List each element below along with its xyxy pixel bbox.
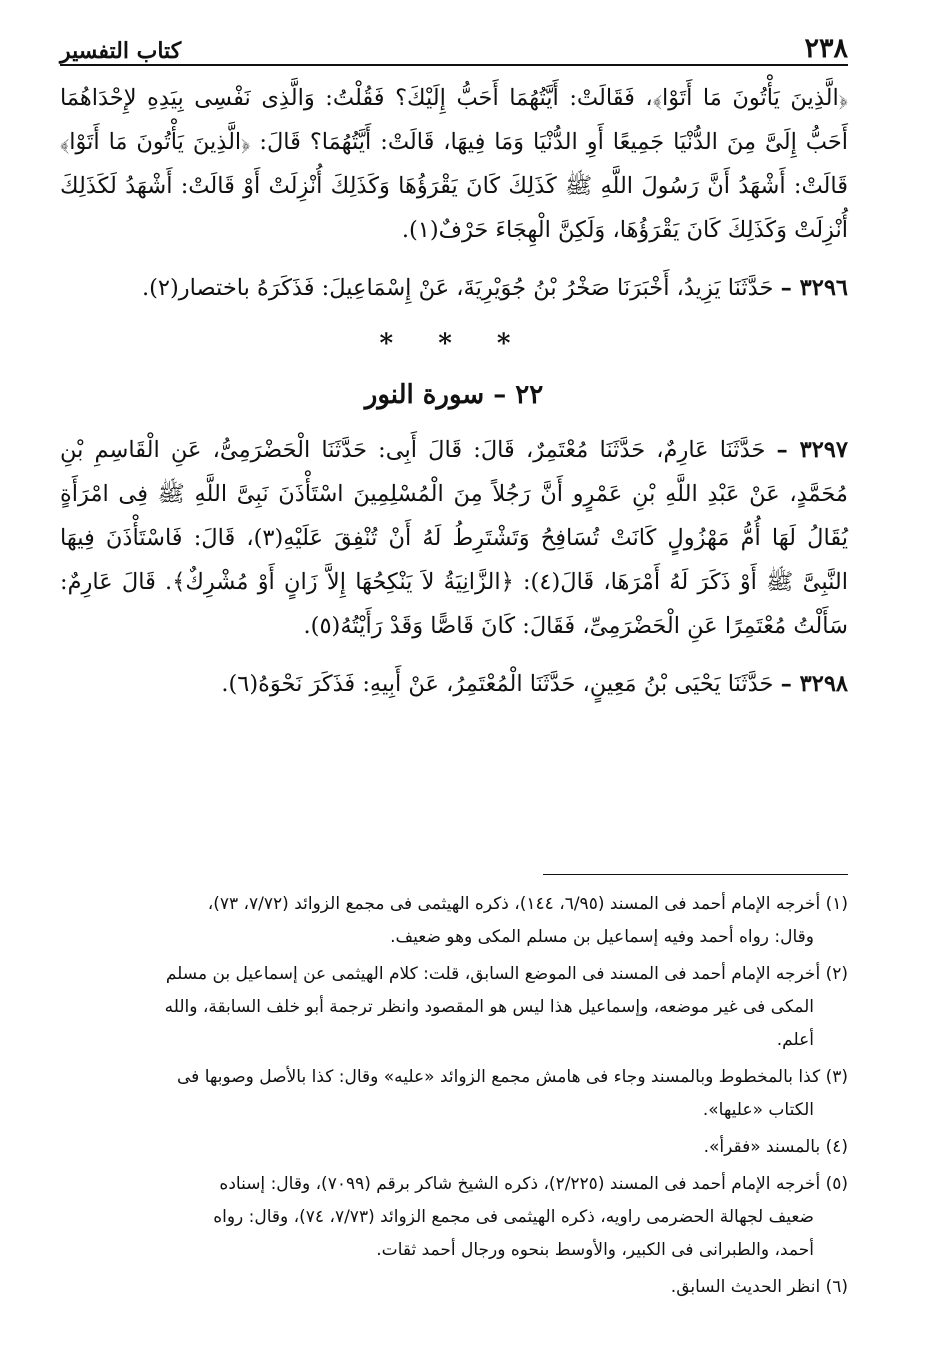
hadith-number: ٣٢٩٧ – [776,437,848,463]
hadith-3298 [60,662,848,706]
footnote-line: (٥) أخرجه الإمام أحمد فى المسند (٢/٢٢٥)، ذكره الشيخ شاكر برقم (٧٠٩٩)، وقال: إسناده [219,1174,848,1194]
footnote-line: أحمد، والطبرانى فى الكبير، والأوسط بنحوه ورجال أحمد ثقات. [376,1240,814,1260]
footnote-line: الكتاب «عليها». [702,1100,814,1120]
surah-title: ٢٢ – سورة النور [364,380,544,410]
footnote-line: (٦) انظر الحديث السابق. [670,1277,848,1297]
page-header [60,26,848,66]
footnote-line: ضعيف لجهالة الحضرمى راويه، ذكره الهيثمى فى مجمع الزوائد (٧/٧٣، ٧٤)، وقال: رواه [213,1207,814,1227]
book-page [60,26,849,1297]
footnote-line: وقال: رواه أحمد وفيه إسماعيل بن مسلم المكى وهو ضعيف. [390,927,814,947]
footnotes [60,888,848,1308]
text-line: قَالَتْ: أَشْهَدُ لَكَذَلِكَ أُنْزِلَتْ وَكَذَلِكَ كَانَ يَقْرَؤُهَا، وَلَكِنَّ الْهِجَاءَ حَرْفٌ(١). [60,173,848,243]
footnote-line: (١) أخرجه الإمام أحمد فى المسند (٦/٩٥، ١٤٤)، ذكره الهيثمى فى مجمع الزوائد (٧/٧٢، ٧٣)، [207,894,848,914]
footnote-3 [60,1061,848,1127]
footnote-5 [60,1168,848,1267]
text-line: ﷺ أَوْ ذَكَرَ لَهُ أَمْرَهَا، قَالَ(٤): ﴿الزَّانِيَةُ لاَ يَنْكِحُهَا إِلاَّ زَانٍ أَوْ مُشْرِكٌ﴾. قَالَ عَارِمٌ: [60,569,794,595]
text-line: باختصار(٢). [141,275,250,301]
hadith-number: ٣٢٩٦ – [780,275,848,301]
section-separator: * * * [379,329,529,359]
page-number: ٢٣٨ [804,33,848,64]
text-line: ﴿الَّذِينَ يَأْتُونَ مَا أَتَوْا﴾، فَقَالَتْ: أَيَّتُهُمَا أَحَبُّ إِلَيْكَ؟ فَقُلْتُ: وَالَّذِى نَفْسِى بِيَدِهِ [147,85,848,111]
hadith-continuation [60,76,848,252]
footnote-divider [543,874,848,875]
footnote-line: (٢) أخرجه الإمام أحمد فى المسند فى الموضع السابق، قلت: كلام الهيثمى عن إسماعيل بن مسلم [165,964,848,984]
footnote-line: (٣) كذا بالمخطوط وبالمسند وجاء فى هامش مجمع الزوائد «عليه» وقال: كذا بالأصل وصوبها فى [177,1067,848,1087]
hadith-number: ٣٢٩٨ – [780,671,848,697]
text-line: سَأَلْتُ مُعْتَمِرًا عَنِ الْحَضْرَمِىِّ، فَقَالَ: كَانَ قَاصًّا وَقَدْ رَأَيْتُهُ(٥). [303,613,848,639]
text-line: حَدَّثَنَا عَارِمٌ، حَدَّثَنَا مُعْتَمِرٌ، قَالَ: قَالَ أَبِى: حَدَّثَنَا الْحَضْرَمِىُّ، عَنِ الْقَاسِمِ [94,437,766,463]
footnote-line: (٤) بالمسند «فقرأ». [703,1137,848,1157]
footnote-line: أعلم. [776,1030,814,1050]
text-line: لإِحْدَاهُمَا أَحَبُّ إِلَىَّ مِنَ الدُّنْيَا جَمِيعًا أَوِ الدُّنْيَا وَمَا فِيهَا، قَالَتْ: أَيَّتُهُمَا؟ قَالَ: ﴿الَّذِينَ [60,85,848,155]
footnote-4 [60,1131,848,1164]
text-line: يَأْتُونَ مَا أَتَوْا﴾ قَالَتْ: أَشْهَدُ أَنَّ رَسُولَ اللَّهِ ﷺ كَذَلِكَ كَانَ يَقْرَؤُهَا وَكَذَلِكَ أُنْزِلَتْ أَوْ [60,129,849,199]
footnote-line: المكى فى غير موضعه، وإسماعيل هذا ليس هو المقصود وانظر ترجمة أبو خلف السابقة، والله [164,997,814,1017]
footnote-1 [60,888,848,954]
text-line: حَدَّثَنَا يَزِيدُ، أَخْبَرَنَا صَخْرُ بْنُ جُوَيْرِيَةَ، عَنْ إِسْمَاعِيلَ: فَذَكَرَهُ [257,275,774,301]
hadith-3297 [60,428,848,648]
text-line: بْنِ مُحَمَّدٍ، عَنْ عَبْدِ اللَّهِ بْنِ عَمْرٍو أَنَّ رَجُلاً مِنَ الْمُسْلِمِينَ اسْتَأْذَنَ نَبِىَّ اللَّهِ ﷺ فِى امْرَأَةٍ [60,437,848,507]
text-line: يُقَالُ لَهَا أُمُّ مَهْزُولٍ كَانَتْ تُسَافِحُ وَتَشْتَرِطُ لَهُ أَنْ تُنْفِقَ عَلَيْهِ(٣)، قَالَ: فَاسْتَأْذَنَ فِيهَا النَّبِىَّ [60,525,849,595]
text-line: حَدَّثَنَا يَحْيَى بْنُ مَعِينٍ، حَدَّثَنَا الْمُعْتَمِرُ، عَنْ أَبِيهِ: فَذَكَرَ نَحْوَهُ(٦). [221,671,774,697]
hadith-3296 [60,266,848,310]
footnote-6 [60,1271,848,1304]
footnote-2 [60,958,848,1057]
main-text [60,76,848,706]
book-title: كتاب التفسير [60,38,182,64]
